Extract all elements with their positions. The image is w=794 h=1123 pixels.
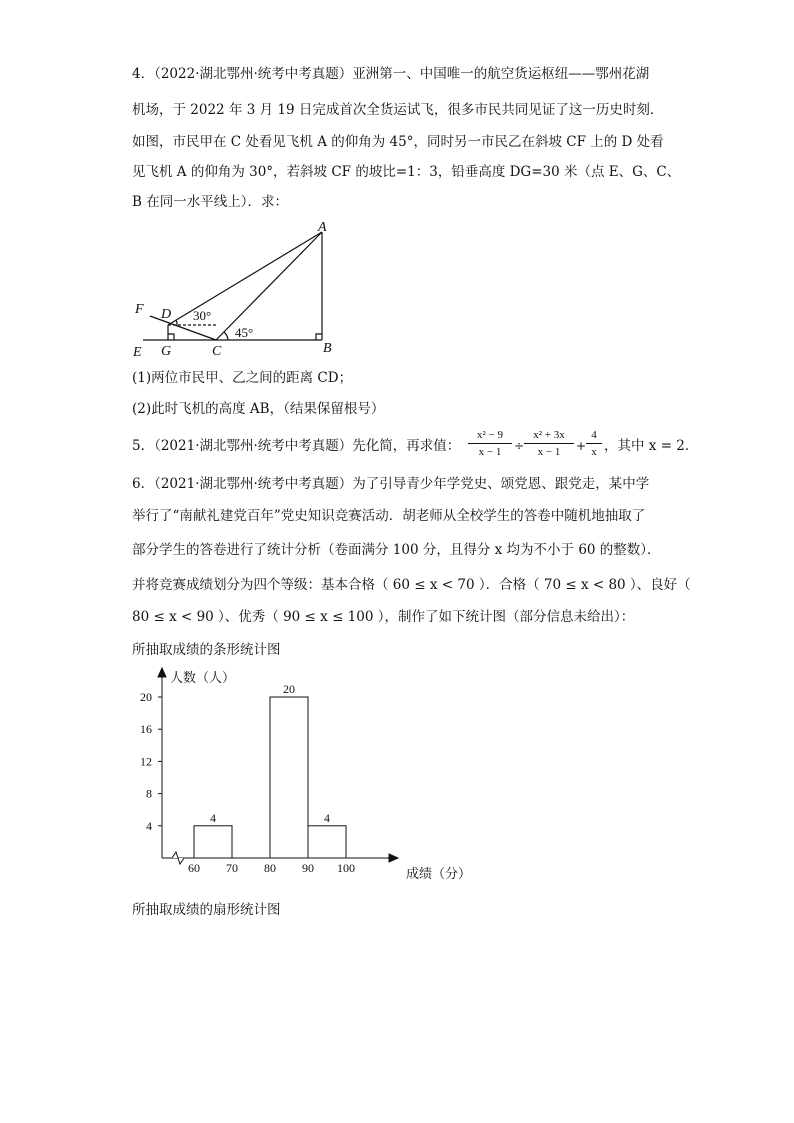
label-d: D — [161, 307, 172, 322]
y-tick-label: 20 — [140, 690, 152, 704]
bar-value-label: 4 — [210, 810, 216, 825]
q4-sub-question-1: (1)两位市民甲、乙之间的距离 CD； — [132, 370, 353, 386]
q4-geometry-figure — [130, 216, 370, 366]
q6-line-4: 并将竞赛成绩划分为四个等级：基本合格（ 60 ≤ x < 70 ）．合格（ 70 ≤ x < 80 ）、良好（ — [132, 577, 691, 593]
q5-operator-plus: + — [576, 439, 587, 453]
axis-break-mark — [172, 852, 184, 864]
q4-line-4: 见飞机 A 的仰角为 30°，若斜坡 CF 的坡比=1：3，铅垂高度 DG=30 米（点 E、G、C、 — [132, 164, 681, 180]
y-tick-label: 16 — [140, 722, 152, 737]
y-axis-label: 人数（人） — [170, 670, 236, 685]
q6-line-1: 6．（2021·湖北鄂州·统考中考真题）为了引导青少年学党史、颂党恩、跟党走，某中学 — [132, 476, 650, 492]
y-axis-arrow — [158, 668, 166, 677]
bar — [270, 697, 308, 858]
label-angle-45: 45° — [235, 325, 254, 340]
y-tick-label: 12 — [140, 754, 152, 769]
y-tick-label: 4 — [146, 818, 152, 833]
right-angle-b — [316, 334, 322, 340]
q4-line-1: 4．（2022·湖北鄂州·统考中考真题）亚洲第一、中国唯一的航空货运枢纽——鄂州花湖 — [132, 66, 650, 82]
q4-line-3: 如图，市民甲在 C 处看见飞机 A 的仰角为 45°，同时另一市民乙在斜坡 CF 上的 D 处看 — [132, 134, 664, 150]
q5-frac3-numerator: 4 — [591, 429, 597, 441]
q5-frac2-denominator: x − 1 — [537, 446, 561, 458]
q4-line-5: B 在同一水平线上）．求： — [132, 194, 288, 210]
label-e: E — [133, 345, 142, 360]
label-b: B — [323, 341, 332, 356]
x-tick-label: 80 — [264, 861, 276, 875]
q5-fraction-2 — [524, 428, 574, 459]
bar-value-label: 4 — [324, 810, 330, 825]
x-tick-label: 90 — [302, 861, 314, 875]
q5-frac2-numerator: x² + 3x — [533, 429, 565, 441]
q5-fraction-1 — [468, 428, 512, 459]
label-g: G — [161, 344, 172, 359]
x-tick-label: 60 — [188, 861, 200, 875]
x-tick-label: 70 — [226, 861, 238, 875]
label-f: F — [135, 302, 144, 317]
q4-line-2: 机场，于 2022 年 3 月 19 日完成首次全货运试飞，很多市民共同见证了这一历史时刻． — [132, 102, 664, 118]
bar — [194, 826, 232, 858]
label-a: A — [318, 220, 327, 235]
q5-prefix: 5．（2021·湖北鄂州·统考中考真题）先化简，再求值： — [132, 438, 461, 454]
bar-chart — [130, 660, 470, 890]
q4-sub-question-2: (2)此时飞机的高度 AB，（结果保留根号） — [132, 401, 385, 417]
x-tick-label: 100 — [337, 861, 355, 875]
bar — [308, 826, 346, 858]
q5-operator-divide: ÷ — [514, 439, 525, 453]
label-angle-30: 30° — [193, 308, 212, 323]
q6-line-2: 举行了“南献礼建党百年”党史知识竞赛活动．胡老师从全校学生的答卷中随机地抽取了 — [132, 508, 646, 524]
label-c: C — [212, 344, 222, 359]
q5-frac1-denominator: x − 1 — [478, 446, 502, 458]
right-angle-g — [168, 334, 174, 340]
q5-frac3-denominator: x — [591, 446, 597, 458]
q5-suffix: ，其中 x = 2． — [604, 438, 699, 454]
q5-fraction-3 — [586, 428, 602, 459]
bar-value-label: 20 — [283, 682, 295, 696]
x-axis-arrow — [389, 854, 398, 862]
x-axis-label: 成绩（分） — [406, 866, 472, 881]
q6-line-3: 部分学生的答卷进行了统计分析（卷面满分 100 分，且得分 x 均为不小于 60 的整数）． — [132, 542, 661, 558]
q5-frac1-numerator: x² − 9 — [476, 429, 503, 441]
q6-line-5: 80 ≤ x < 90 ）、优秀（ 90 ≤ x ≤ 100 ），制作了如下统计图（部分信息未给出）： — [132, 609, 635, 625]
pie-chart-title: 所抽取成绩的扇形统计图 — [132, 902, 281, 918]
angle-arc-30 — [176, 320, 177, 325]
angle-arc-45 — [224, 332, 228, 340]
bar-chart-title: 所抽取成绩的条形统计图 — [132, 642, 281, 658]
y-tick-label: 8 — [146, 786, 152, 801]
